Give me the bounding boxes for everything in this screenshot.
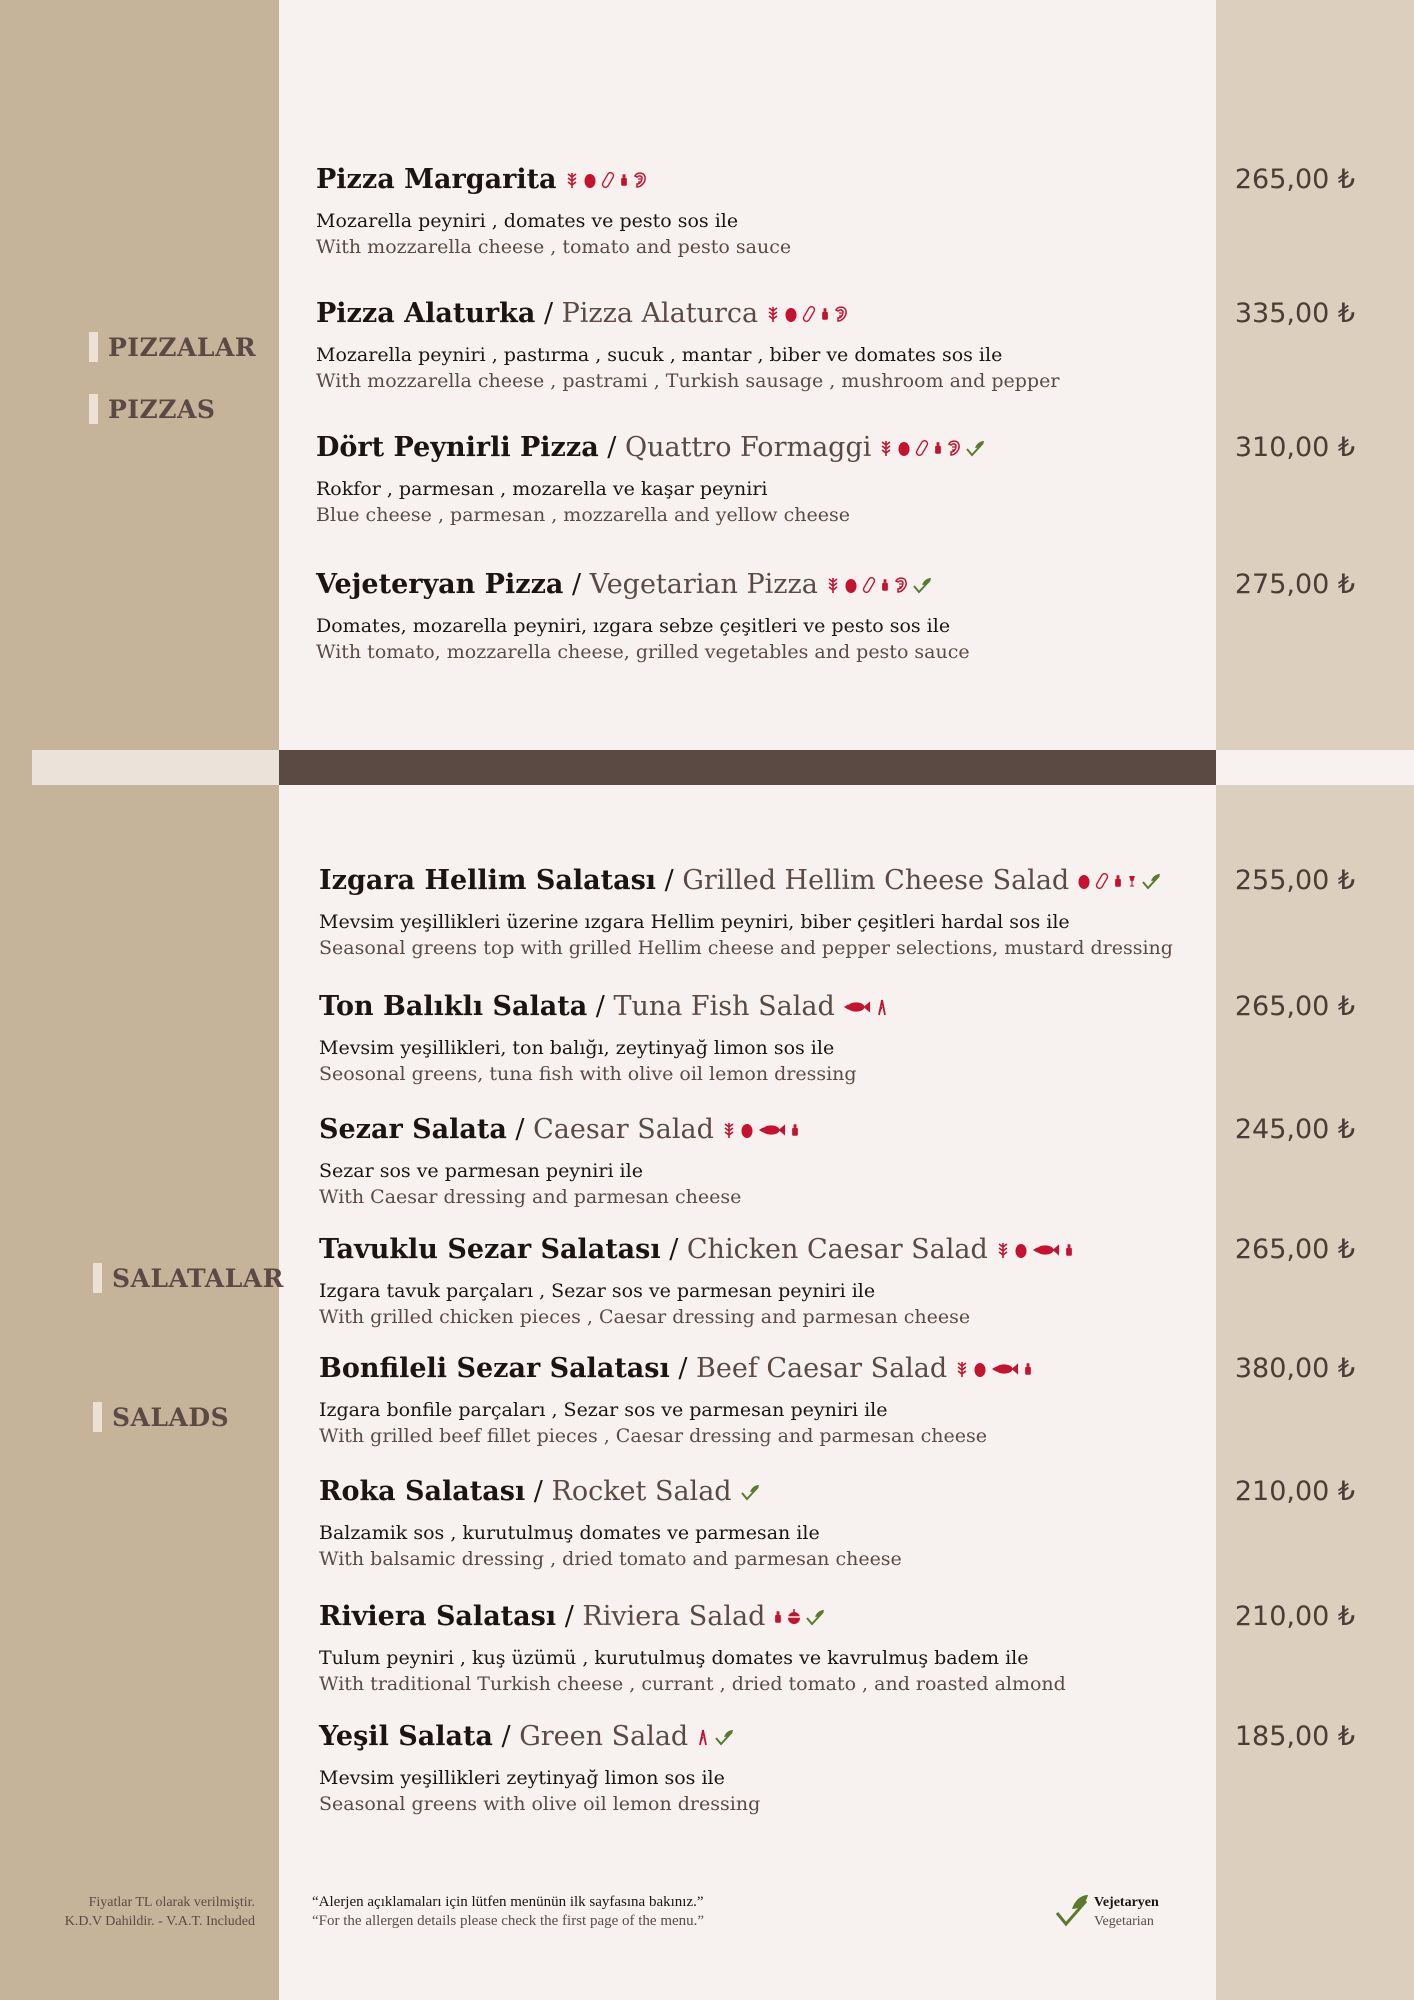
- item-name-tr: Bonfileli Sezar Salatası: [319, 1353, 670, 1384]
- allergen-icons: [955, 1353, 1033, 1387]
- item-title: [319, 1475, 1199, 1510]
- item-price: 185,00 ₺: [1234, 1721, 1356, 1752]
- item-name-tr: Tavuklu Sezar Salatası: [319, 1234, 661, 1265]
- egg-icon: [844, 569, 858, 603]
- wheat-icon: [955, 1353, 969, 1387]
- title-separator: /: [556, 1601, 583, 1632]
- item-price: 335,00 ₺: [1234, 298, 1356, 329]
- bottle-icon: [933, 432, 943, 466]
- item-price: 275,00 ₺: [1234, 569, 1356, 600]
- allergen-icons: [773, 1601, 825, 1635]
- allergen-icons: [696, 1721, 734, 1755]
- wheat-icon: [996, 1234, 1010, 1268]
- vegetarian-icon: [805, 1601, 825, 1635]
- item-description-tr: Izgara bonfile parçaları , Sezar sos ve parmesan peyniri ile: [319, 1398, 888, 1421]
- item-description-tr: Rokfor , parmesan , mozarella ve kaşar peyniri: [316, 477, 768, 500]
- bottle-icon: [773, 1601, 783, 1635]
- item-name-en: Rocket Salad: [551, 1476, 732, 1507]
- item-title: [319, 1352, 1199, 1387]
- bottle-icon: [1023, 1353, 1033, 1387]
- item-title: [316, 431, 1196, 466]
- title-separator: /: [525, 1476, 552, 1507]
- item-description-tr: Mozarella peyniri , pastırma , sucuk , mantar , biber ve domates sos ile: [316, 343, 1003, 366]
- section-label-salads: [93, 1402, 229, 1432]
- sausage-icon: [862, 569, 876, 603]
- item-description-en: With tomato, mozzarella cheese, grilled vegetables and pesto sauce: [316, 640, 970, 663]
- allergen-icons: [879, 432, 985, 466]
- section-divider: [279, 750, 1216, 785]
- menu-item: [316, 163, 1196, 260]
- item-description-en: With mozzarella cheese , pastrami , Turkish sausage , mushroom and pepper: [316, 369, 1060, 392]
- menu-item: [316, 431, 1196, 528]
- wheat-icon: [879, 432, 893, 466]
- label-bar: [93, 1402, 102, 1432]
- allergen-icons: [722, 1114, 800, 1148]
- item-title: [319, 990, 1199, 1025]
- item-description-en: Seasonal greens with olive oil lemon dressing: [319, 1792, 761, 1815]
- allergen-icons: [740, 1476, 760, 1510]
- item-description-en: With traditional Turkish cheese , currant , dried tomato , and roasted almond: [319, 1672, 1066, 1695]
- item-name-tr: Yeşil Salata: [319, 1721, 493, 1752]
- label-bar: [89, 394, 98, 424]
- egg-icon: [740, 1114, 754, 1148]
- item-description-tr: Tulum peyniri , kuş üzümü , kurutulmuş domates ve kavrulmuş badem ile: [319, 1646, 1029, 1669]
- title-separator: /: [587, 991, 614, 1022]
- bottle-icon: [1064, 1234, 1074, 1268]
- item-price: 265,00 ₺: [1234, 1234, 1356, 1265]
- item-description-en: Seosonal greens, tuna fish with olive oil lemon dressing: [319, 1062, 857, 1085]
- section-label-pizzas: [89, 394, 215, 424]
- item-name-en: Tuna Fish Salad: [613, 991, 835, 1022]
- item-description-en: With grilled beef fillet pieces , Caesar dressing and parmesan cheese: [319, 1424, 987, 1447]
- item-name-en: Pizza Alaturca: [561, 298, 759, 329]
- shellfish-icon: [633, 164, 647, 198]
- sausage-icon: [915, 432, 929, 466]
- item-description-en: Seasonal greens top with grilled Hellim cheese and pepper selections, mustard dressing: [319, 936, 1173, 959]
- celery-icon: [696, 1721, 710, 1755]
- section-label-salatalar: [93, 1263, 284, 1293]
- title-separator: /: [563, 569, 590, 600]
- item-name-tr: Ton Balıklı Salata: [319, 991, 588, 1022]
- item-name-tr: Pizza Alaturka: [316, 298, 536, 329]
- shellfish-icon: [894, 569, 908, 603]
- allergen-icons: [996, 1234, 1074, 1268]
- item-description-en: With mozzarella cheese , tomato and pesto sauce: [316, 235, 792, 258]
- sausage-icon: [1095, 865, 1109, 899]
- item-description-tr: Balzamik sos , kurutulmuş domates ve parmesan ile: [319, 1521, 820, 1544]
- item-title: [319, 1113, 1199, 1148]
- egg-icon: [973, 1353, 987, 1387]
- menu-item: [319, 1475, 1199, 1572]
- section-label-text: PIZZALAR: [108, 332, 257, 362]
- egg-icon: [1077, 865, 1091, 899]
- divider-strip-left: [32, 750, 279, 785]
- bottle-icon: [790, 1114, 800, 1148]
- shellfish-icon: [947, 432, 961, 466]
- item-description-en: With balsamic dressing , dried tomato and parmesan cheese: [319, 1547, 902, 1570]
- celery-icon: [875, 991, 889, 1025]
- nut-icon: [787, 1601, 801, 1635]
- item-price: 310,00 ₺: [1234, 432, 1356, 463]
- wheat-icon: [722, 1114, 736, 1148]
- menu-item: [319, 990, 1199, 1087]
- label-bar: [93, 1263, 102, 1293]
- legend-text: [1094, 1893, 1159, 1931]
- section-label-pizzalar: [89, 332, 256, 362]
- allergen-icons: [843, 991, 889, 1025]
- vegetarian-icon: [1054, 1893, 1090, 1931]
- legend-label-tr: Vejetaryen: [1094, 1895, 1159, 1910]
- item-name-tr: Roka Salatası: [319, 1476, 526, 1507]
- item-name-tr: Riviera Salatası: [319, 1601, 557, 1632]
- item-price: 265,00 ₺: [1234, 991, 1356, 1022]
- menu-item: [319, 1113, 1199, 1210]
- item-name-en: Grilled Hellim Cheese Salad: [682, 865, 1070, 896]
- item-price: 265,00 ₺: [1234, 164, 1356, 195]
- wheat-icon: [826, 569, 840, 603]
- item-description-tr: Mevsim yeşillikleri zeytinyağ limon sos ile: [319, 1766, 725, 1789]
- item-description-tr: Sezar sos ve parmesan peyniri ile: [319, 1159, 643, 1182]
- item-name-tr: Vejeteryan Pizza: [316, 569, 564, 600]
- allergen-icons: [826, 569, 932, 603]
- wheat-icon: [766, 298, 780, 332]
- divider-strip-right: [1216, 750, 1414, 785]
- egg-icon: [1014, 1234, 1028, 1268]
- bottle-icon: [820, 298, 830, 332]
- item-name-en: Riviera Salad: [582, 1601, 766, 1632]
- section-label-text: PIZZAS: [108, 394, 216, 424]
- fish-icon: [991, 1353, 1019, 1387]
- item-name-en: Quattro Formaggi: [624, 432, 872, 463]
- allergen-icons: [565, 164, 647, 198]
- legend-label-en: Vegetarian: [1094, 1914, 1154, 1929]
- vegetarian-icon: [912, 569, 932, 603]
- title-separator: /: [598, 432, 625, 463]
- wheat-icon: [565, 164, 579, 198]
- title-separator: /: [535, 298, 562, 329]
- item-description-tr: Domates, mozarella peyniri, ızgara sebze çeşitleri ve pesto sos ile: [316, 614, 951, 637]
- sausage-icon: [802, 298, 816, 332]
- vegetarian-legend: [1054, 1893, 1159, 1931]
- allergen-icons: [1077, 865, 1161, 899]
- title-separator: /: [506, 1114, 534, 1145]
- bottle-icon: [619, 164, 629, 198]
- vegetarian-icon: [714, 1721, 734, 1755]
- allergen-icons: [766, 298, 848, 332]
- item-name-en: Green Salad: [519, 1721, 689, 1752]
- item-name-en: Caesar Salad: [533, 1114, 714, 1145]
- price-note: [0, 1893, 255, 1931]
- item-price: 255,00 ₺: [1234, 865, 1356, 896]
- egg-icon: [897, 432, 911, 466]
- egg-icon: [784, 298, 798, 332]
- label-bar: [89, 332, 98, 362]
- item-description-en: With grilled chicken pieces , Caesar dressing and parmesan cheese: [319, 1305, 971, 1328]
- title-separator: /: [660, 1234, 687, 1265]
- item-price: 380,00 ₺: [1234, 1353, 1356, 1384]
- item-title: [319, 864, 1199, 899]
- price-note-line-2: K.D.V Dahildir. - V.A.T. Included: [64, 1914, 255, 1929]
- item-title: [316, 163, 1196, 198]
- allergen-note: [312, 1893, 704, 1931]
- item-title: [316, 297, 1196, 332]
- item-name-tr: Dört Peynirli Pizza: [316, 432, 599, 463]
- item-name-tr: Izgara Hellim Salatası: [319, 865, 657, 896]
- price-note-line-1: Fiyatlar TL olarak verilmiştir.: [88, 1895, 255, 1910]
- fish-icon: [758, 1114, 786, 1148]
- item-title: [319, 1600, 1199, 1635]
- item-name-en: Chicken Caesar Salad: [686, 1234, 988, 1265]
- bottle-icon: [880, 569, 890, 603]
- item-name-en: Vegetarian Pizza: [589, 569, 818, 600]
- vegetarian-icon: [965, 432, 985, 466]
- item-name-en: Beef Caesar Salad: [696, 1353, 948, 1384]
- menu-item: [316, 297, 1196, 394]
- vegetarian-icon: [1141, 865, 1161, 899]
- left-column: [0, 0, 279, 2000]
- allergen-note-en: “For the allergen details please check the first page of the menu.”: [312, 1913, 705, 1929]
- allergen-note-tr: “Alerjen açıklamaları için lütfen menünün ilk sayfasına bakınız.”: [312, 1894, 704, 1910]
- item-description-tr: Mozarella peyniri , domates ve pesto sos ile: [316, 209, 739, 232]
- menu-item: [319, 1720, 1199, 1817]
- item-price: 245,00 ₺: [1234, 1114, 1356, 1145]
- section-label-text: SALADS: [112, 1402, 230, 1432]
- item-price: 210,00 ₺: [1234, 1601, 1356, 1632]
- glass-icon: [1127, 865, 1137, 899]
- item-title: [319, 1720, 1199, 1755]
- menu-item: [319, 1233, 1199, 1330]
- vegetarian-icon: [740, 1476, 760, 1510]
- menu-item: [319, 864, 1199, 961]
- fish-icon: [1032, 1234, 1060, 1268]
- title-separator: /: [669, 1353, 697, 1384]
- sausage-icon: [601, 164, 615, 198]
- item-name-tr: Sezar Salata: [319, 1114, 507, 1145]
- menu-item: [316, 568, 1196, 665]
- fish-icon: [843, 991, 871, 1025]
- item-description-tr: Mevsim yeşillikleri üzerine ızgara Hellim peyniri, biber çeşitleri hardal sos ile: [319, 910, 1070, 933]
- bottle-icon: [1113, 865, 1123, 899]
- item-title: [316, 568, 1196, 603]
- item-title: [319, 1233, 1199, 1268]
- item-price: 210,00 ₺: [1234, 1476, 1356, 1507]
- section-label-text: SALATALAR: [112, 1263, 284, 1293]
- title-separator: /: [656, 865, 683, 896]
- shellfish-icon: [834, 298, 848, 332]
- item-description-tr: Mevsim yeşillikleri, ton balığı, zeytinyağ limon sos ile: [319, 1036, 835, 1059]
- item-description-en: With Caesar dressing and parmesan cheese: [319, 1185, 742, 1208]
- item-name-tr: Pizza Margarita: [316, 164, 557, 195]
- menu-item: [319, 1600, 1199, 1697]
- title-separator: /: [492, 1721, 520, 1752]
- egg-icon: [583, 164, 597, 198]
- item-description-tr: Izgara tavuk parçaları , Sezar sos ve parmesan peyniri ile: [319, 1279, 876, 1302]
- menu-item: [319, 1352, 1199, 1449]
- item-description-en: Blue cheese , parmesan , mozzarella and yellow cheese: [316, 503, 850, 526]
